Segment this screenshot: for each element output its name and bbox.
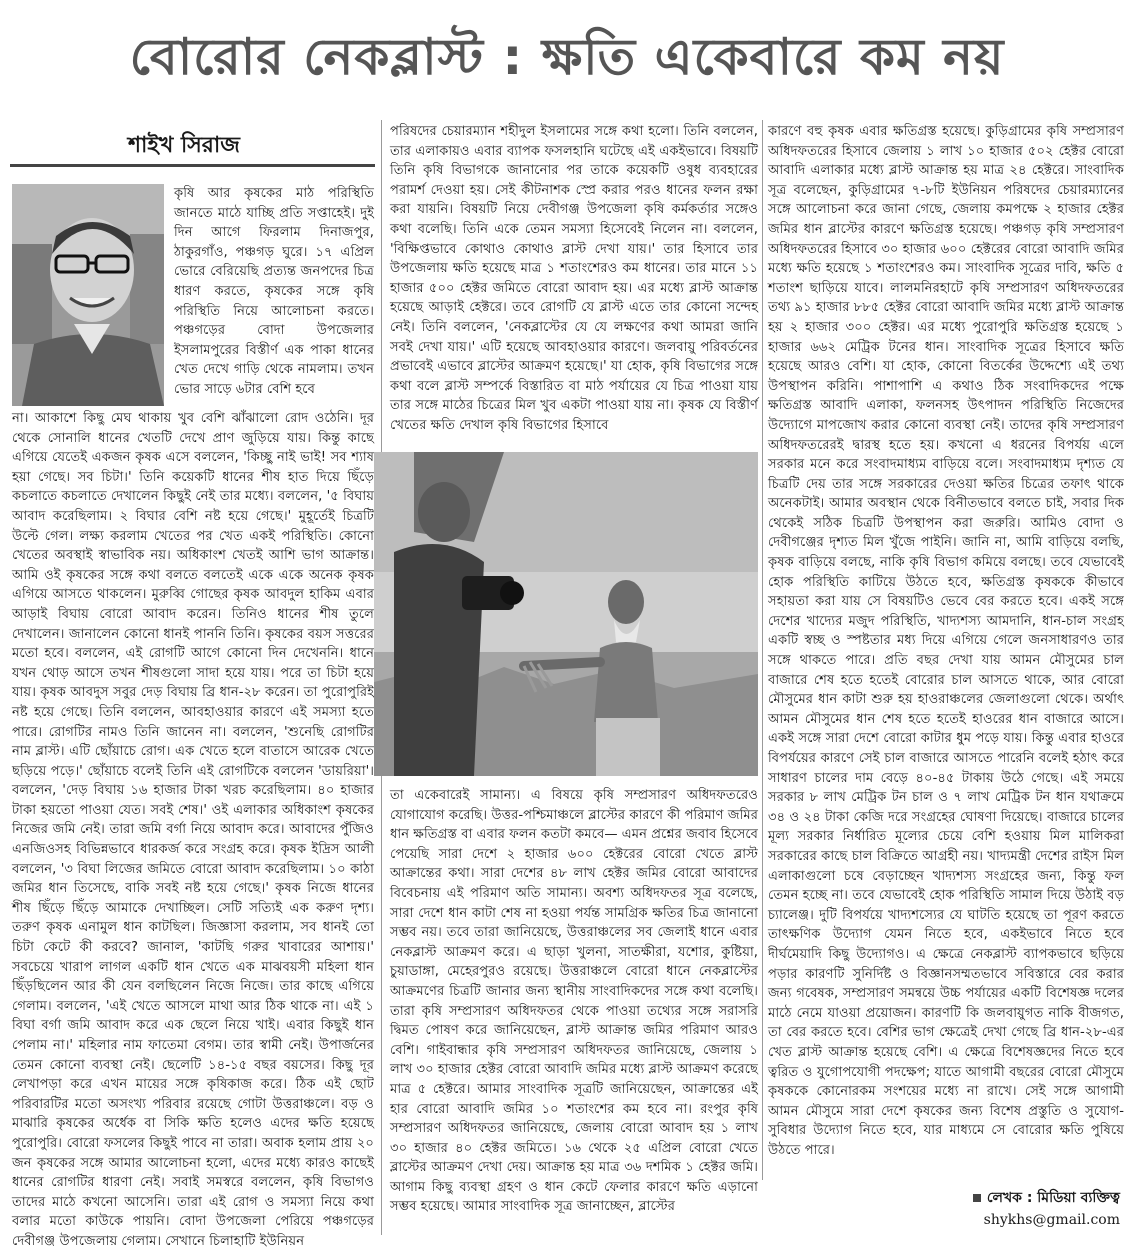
author-note xyxy=(973,1186,1120,1210)
column-divider xyxy=(762,120,763,1180)
article-paragraph: তা একেবারেই সামান্য। এ বিষয়ে কৃষি সম্প্রসারণ অধিদফতরেও যোগাযোগ করেছি। উত্তর-পশ্চিমাঞ্চলে ব্লাস্টের কারণে কী পরিমাণ জমির ধান ক্ষতিগ্রস্ত বা এবার ফলন কতটা কমবে— এমন প্রশ্নের জবাব হিসেবে পেয়েছি সারা দেশে ২ হাজার ৬০০ হেক্টরের বোরো খেতে ব্লাস্ট আক্রান্তের কথা। সারা দেশের ৪৮ লাখ হেক্টর জমির বোরো আবাদের বিবেচনায় এই পরিমাণ অতি সামান্য। অবশ্য অধিদফতর সূত্র বলেছে, সারা দেশে ধান কাটা শেষ না হওয়া পর্যন্ত সামগ্রিক ক্ষতির চিত্র জানানো সম্ভব নয়। তবে তারা জানিয়েছে, উত্তরাঞ্চলের সব জেলাই ধানে এবার নেকব্লাস্ট আক্রমণ করে। এ ছাড়া খুলনা, সাতক্ষীরা, যশোর, কুষ্টিয়া, চুয়াডাঙ্গা, মেহেরপুরও রয়েছে। উত্তরাঞ্চলে বোরো ধানে নেকব্লাস্টের আক্রমণের চিত্রটি জানার জন্য স্থানীয় সাংবাদিকদের সঙ্গে কথা বলেছি। তারা কৃষি সম্প্রসারণ অধিদফতর থেকে পাওয়া তথ্যের সঙ্গে সরাসরি দ্বিমত পোষণ করে জানিয়েছেন, ব্লাস্ট আক্রান্ত জমির পরিমাণ আরও বেশি। গাইবান্ধার কৃষি সম্প্রসারণ অধিদফতর জানিয়েছে, জেলায় ১ লাখ ৩০ হাজার হেক্টর বোরো আবাদি জমির মধ্যে ব্লাস্ট আক্রমণ করেছে মাত্র ৫ হেক্টরে। আমার সাংবাদিক সূত্রটি জানিয়েছেন, আক্রান্তের এই হার বোরো আবাদি জমির ১০ শতাংশের কম হবে না। রংপুর কৃষি সম্প্রসারণ অধিদফতর জানিয়েছে, জেলায় বোরো আবাদ হয় ১ লাখ ৩০ হাজার ৪০ হেক্টর জমিতে। ১৬ থেকে ২৫ এপ্রিল বোরো খেতে ব্লাস্টের আক্রমণ দেখা দেয়। আক্রান্ত হয় মাত্র ৩৬ দশমিক ১ হেক্টর জমি। আগাম কিছু ব্যবস্থা গ্রহণ ও ধান কেটে ফেলার কারণে ক্ষতি এড়ানো সম্ভব হয়েছে। আমার সাংবাদিক সূত্র জানাচ্ছেন, ব্লাস্টের xyxy=(390,788,758,1215)
article-paragraph: কারণে বহু কৃষক এবার ক্ষতিগ্রস্ত হয়েছে। কুড়িগ্রামের কৃষি সম্প্রসারণ অধিদফতরের হিসাবে জেলায় ১ লাখ ১০ হাজার ৫০২ হেক্টর বোরো আবাদি এলাকার মধ্যে ব্লাস্ট আক্রান্ত হয় মাত্র ২৪ হেক্টরে। সাংবাদিক সূত্র বলেছেন, কুড়িগ্রামের ৭-৮টি ইউনিয়ন পরিষদের চেয়ারম্যানের সঙ্গে আলোচনা করে জানা গেছে, জেলায় কমপক্ষে ২ হাজার হেক্টর জমির ধান ব্লাস্টের কারণে ক্ষতিগ্রস্ত হয়েছে। পঞ্চগড় কৃষি সম্প্রসারণ অধিদফতরের হিসাবে ৩০ হাজার ৬০০ হেক্টরের বোরো আবাদি জমির মধ্যে ক্ষতি হয়েছে ১ শতাংশেরও কম। সাংবাদিক সূত্রের দাবি, ক্ষতি ৫ শতাংশ ছাড়িয়ে যাবে। লালমনিরহাটে কৃষি সম্প্রসারণ অধিদফতরের তথ্য ৯১ হাজার ৮৮৫ হেক্টর বোরো আবাদি জমির মধ্যে ব্লাস্ট আক্রান্ত হয় ২ হাজার ৩০০ হেক্টর। এর মধ্যে পুরোপুরি ক্ষতিগ্রস্ত হয়েছে ১ হাজার ৬৬২ মেট্রিক টনের ধান। সাংবাদিক সূত্রের হিসাবে ক্ষতি হয়েছে আরও বেশি। যা হোক, কোনো বিতর্কের উদ্দেশ্যে এই তথ্য উপস্থাপন করিনি। পাশাপাশি এ কথাও ঠিক সংবাদিকদের পক্ষে ক্ষতিগ্রস্ত আবাদি এলাকা, ফলনসহ উৎপাদন পরিস্থিতি নিজেদের উদ্যোগে মাপজোখ করার কোনো ব্যবস্থা নেই। তাদের কৃষি সম্প্রসারণ অধিদফতরেরই দ্বারস্থ হতে হয়। কখনো এ ধরনের বিপর্যয় এলে সরকার মনে করে সংবাদমাধ্যম বাড়িয়ে বলে। সংবাদমাধ্যম দৃশ্যত যে চিত্রটি দেয় তার সঙ্গে সরকারের দেওয়া ক্ষতির চিত্রের তফাৎ থাকে অনেকটাই। আমার অবস্থান থেকে বিনীতভাবে বলতে চাই, সবার দিক থেকেই সঠিক চিত্রটি উপস্থাপন করা জরুরি। আমিও বোদা ও দেবীগঞ্জের দৃশ্যত মিল খুঁজে পাইনি। জানি না, আমি বাড়িয়ে বলছি, কৃষক বাড়িয়ে বলছে, নাকি কৃষি বিভাগ কমিয়ে বলছে। তবে যেভাবেই হোক পরিস্থিতি কাটিয়ে উঠতে হবে, ক্ষতিগ্রস্ত কৃষককে কীভাবে সহায়তা করা যায় সে বিষয়টিও ভেবে বের করতে হবে। একই সঙ্গে দেশের খাদ্যের মজুদ পরিস্থিতি, খাদ্যশস্য আমদানি, ধান-চাল সংগ্রহ একটি স্বচ্ছ ও স্পষ্টতার মধ্য দিয়ে এগিয়ে গেলে জনসাধারণও তার সঙ্গে থাকতে পারে। প্রতি বছর দেখা যায় আমন মৌসুমের চাল বাজারে শেষ হতে হতেই বোরোর চাল আসতে থাকে, আর বোরো মৌসুমের ধান কাটা শুরু হয় হাওরাঞ্চলের জেলাগুলো থেকে। অর্থাৎ আমন মৌসুমের ধান শেষ হতে হতেই হাওরের ধান বাজারে আসে। একই সঙ্গে সারা দেশে বোরো কাটার ধুম পড়ে যায়। কিন্তু এবার হাওরে বিপর্যয়ের কারণে সেই চাল বাজারে আসতে পারেনি বলেই হঠাৎ করে সাধারণ চালের দাম বেড়ে ৪০-৪৫ টাকায় উঠে গেছে। এই সময়ে সরকার ৮ লাখ মেট্রিক টন চাল ও ৭ লাখ মেট্রিক টন ধান যথাক্রমে ৩৪ ও ২৪ টাকা কেজি দরে সংগ্রহের ঘোষণা দিয়েছে। বাজারে চালের মূল্য সরকার নির্ধারিত মূল্যের চেয়ে বেশি হওয়ায় মিল মালিকরা সরকারের কাছে চাল বিক্রিতে আগ্রহী নয়। খাদ্যমন্ত্রী দেশের রাইস মিল এলাকাগুলো চষে বেড়াচ্ছেন খাদ্যশস্য সংগ্রহের জন্য, কিন্তু ফল তেমন হচ্ছে না। তবে যেভাবেই হোক পরিস্থিতি সামাল দিয়ে উঠাই বড় চ্যালেঞ্জ। দুটি বিপর্যয়ে খাদ্যশস্যের যে ঘাটতি হয়েছে তা পূরণ করতে তাৎক্ষণিক উদ্যোগ যেমন নিতে হবে, একইভাবে নিতে হবে দীর্ঘমেয়াদি কিছু উদ্যোগও। এ ক্ষেত্রে নেকব্লাস্ট ব্যাপকভাবে ছড়িয়ে পড়ার কারণটি সুনির্দিষ্ট ও বিজ্ঞানসম্মতভাবে সবিস্তারে বের করার জন্য গবেষক, সম্প্রসারণ সমন্বয়ে উচ্চ পর্যায়ের একটি বিশেষজ্ঞ দলের মাঠে নেমে যাওয়া প্রয়োজন। কারণটি কি জলবায়ুগত নাকি বীজগত, তা বের করতে হবে। বেশির ভাগ ক্ষেত্রেই দেখা গেছে ব্রি ধান-২৮-এর খেত ব্লাস্ট আক্রান্ত হয়েছে বেশি। এ ক্ষেত্রে বিশেষজ্ঞদের নিতে হবে ত্বরিত ও যুগোপযোগী পদক্ষেপ; যাতে আগামী বছরের বোরো মৌসুমে কৃষককে কোনোরকম সংশয়ের মধ্যে না রাখে। সেই সঙ্গে আগামী আমন মৌসুমে সারা দেশে কৃষকের জন্য বিশেষ প্রস্তুতি ও সুযোগ-সুবিধার উদ্যোগ নিতে হবে, যার মাধ্যমে সে বোরোর ক্ষতি পুষিয়ে উঠতে পারে। xyxy=(768,124,1124,1158)
article-column-2-top xyxy=(390,122,758,442)
article-paragraph: না। আকাশে কিছু মেঘ থাকায় খুব বেশি ঝাঁঝালো রোদ ওঠেনি। দূর থেকে সোনালি ধানের খেতটি দেখে প্রাণ জুড়িয়ে যায়। কিন্তু কাছে এগিয়ে যেতেই একজন কৃষক এসে বললেন, 'কিচ্ছু নাই ভাই! সব শ্যাষ হয়া গেছে। সব চিটা।' তিনি কয়েকটি ধানের শীষ হাত দিয়ে ছিঁড়ে কচলাতে কচলাতে দেখালেন কিছুই নেই তার মধ্যে। বললেন, '৫ বিঘায় আবাদ করেছিলাম। ২ বিঘার বেশি নষ্ট হয়ে গেছে।' মুহূর্তেই চিত্রটি উল্টে গেল। লক্ষ্য করলাম খেতের পর খেত একই পরিস্থিতি। কোনো খেতের অবস্থাই স্বাভাবিক নয়। অধিকাংশ খেতই আশি ভাগ আক্রান্ত। আমি ওই কৃষকের সঙ্গে কথা বলতে বলতেই একে একে অনেক কৃষক এগিয়ে আসতে থাকলেন। মুরুব্বি গোছের কৃষক আবদুল হাকিম এবার আড়াই বিঘায় বোরো আবাদ করেন। তিনিও ধানের শীষ তুলে দেখালেন। জানালেন কোনো ধানই পাননি তিনি। কৃষকের বয়স সত্তরের মতো হবে। বললেন, এই রোগটি আগে কোনো দিন দেখেননি। ধানে যখন থোড় আসে তখন শীষগুলো সাদা হয়ে যায়। পরে তা চিটা হয়ে যায়। কৃষক আবদুস সবুর দেড় বিঘায় ব্রি ধান-২৮ করেন। তা পুরোপুরিই নষ্ট হয়ে গেছে। তিনি বললেন, আবহাওয়ার কারণে এই সমস্যা হতে পারে। রোগটির নামও তিনি জানেন না। বললেন, 'শুনেছি রোগটির নাম ব্লাস্ট। এটি ছোঁয়াচে রোগ। এক খেতে হলে বাতাসে আরেক খেতে ছড়িয়ে পড়ে।' ছোঁয়াচে বলেই তিনি এই রোগটিকে বললেন 'ডায়রিয়া'। বললেন, 'দেড় বিঘায় ১৬ হাজার টাকা খরচ করেছিলাম। ৪০ হাজার টাকা হয়তো পাওয়া যেত। সবই শেষ।' ওই এলাকার অধিকাংশ কৃষকের নিজের জমি নেই। তারা জমি বর্গা নিয়ে আবাদ করে। আবাদের পুঁজিও এনজিওসহ বিভিন্নভাবে ধারকর্জ করে সংগ্রহ করে। কৃষক ইদ্রিস আলী বললেন, '৩ বিঘা লিজের জমিতে বোরো আবাদ করেছিলাম। ১০ কাঠা জমির ধান তিসেছে, বাকি সবই নষ্ট হয়ে গেছে।' কৃষক নিজে ধানের শীষ ছিঁড়ে ছিঁড়ে আমাকে দেখাচ্ছিল। সেটি সত্যিই এক করুণ দৃশ্য। তরুণ কৃষক এনামুল ধান কাটছিল। জিজ্ঞাসা করলাম, সব ধানই তো চিটা কেটে কী করবে? জানাল, 'কাটছি গরুর খাবারের আশায়।' সবচেয়ে খারাপ লাগল একটি ধান খেতে এক মাঝবয়সী মহিলা ধান ছিঁড়ছিলেন আর কী যেন বলছিলেন নিজে নিজে। তার কাছে এগিয়ে গেলাম। বললেন, 'এই খেতে আসলে মাথা আর ঠিক থাকে না। এই ১ বিঘা বর্গা জমি আবাদ করে এক ছেলে নিয়ে খাই। এবার কিছুই ধান পেলাম না।' মহিলার নাম ফাতেমা বেগম। তার স্বামী নেই। উপার্জনের তেমন কোনো ব্যবস্থা নেই। ছেলেটি ১৪-১৫ বছর বয়সের। কিছু দূর লেখাপড়া করে এখন মায়ের সঙ্গে কৃষিকাজ করে। ঠিক এই ছোট পরিবারটির মতো অসংখ্য পরিবার রয়েছে গোটা উত্তরাঞ্চলে। বড় ও মাঝারি কৃষকের অর্ধেক বা সিকি ক্ষতি হলেও এদের ক্ষতি হয়েছে পুরোপুরি। বোরো ফসলের কিছুই পাবে না তারা। অবাক হলাম প্রায় ২০ জন কৃষকের সঙ্গে আমার আলোচনা হলো, এদের মধ্যে কারও কাছেই ধানের রোগটির ধারণা নেই। সবাই সমস্বরে বললেন, কৃষি বিভাগও তাদের মাঠে কখনো আসেনি। তারা এই রোগ ও সমস্যা নিয়ে কথা বলার মতো কাউকে পায়নি। বোদা উপজেলা পেরিয়ে পঞ্চগড়ের দেবীগঞ্জ উপজেলায় গেলাম। সেখানে চিলাহাটি ইউনিয়ন xyxy=(12,411,374,1249)
article-paragraph: পরিষদের চেয়ারম্যান শহীদুল ইসলামের সঙ্গে কথা হলো। তিনি বললেন, তার এলাকায়ও এবার ব্যাপক ফসলহানি ঘটেছে এই একইভাবে। বিষয়টি তিনি কৃষি বিভাগকে জানানোর পর তাকে কয়েকটি ওষুধ ব্যবহারের পরামর্শ দেওয়া হয়। সেই কীটনাশক স্প্রে করার পরও ধানের ফলন রক্ষা করা যায়নি। বিষয়টি নিয়ে দেবীগঞ্জ উপজেলা কৃষি কর্মকর্তার সঙ্গেও কথা বলেছি। তিনি একে তেমন সমস্যা হিসেবেই নিলেন না। বললেন, 'বিক্ষিপ্তভাবে কোথাও কোথাও ব্লাস্ট দেখা যায়।' তার হিসাবে তার উপজেলায় ক্ষতি হয়েছে মাত্র ১ শতাংশেরও কম ধানের। তার মানে ১১ হাজার ৫০০ হেক্টর জমিতে বোরো আবাদ হয়। এর মধ্যে ব্লাস্ট আক্রান্ত হয়েছে আড়াই হেক্টরে। তবে রোগটি যে ব্লাস্ট এতে তার কোনো সন্দেহ নেই। তিনি বললেন, 'নেকব্লাস্টের যে যে লক্ষণের কথা আমরা জানি সবই দেখা যায়।' এটি হয়েছে আবহাওয়ার কারণে। জলবায়ু পরিবর্তনের প্রভাবেই এভাবে ব্লাস্টের আক্রমণ হয়েছে।' যা হোক, কৃষি বিভাগের সঙ্গে কথা বলে ব্লাস্ট সম্পর্কে বিস্তারিত বা মাঠ পর্যায়ের যে চিত্র পাওয়া যায় তার সঙ্গে মাঠের চিত্রের মিল খুব একটা পাওয়া যায় না। কৃষক যে বিস্তীর্ণ খেতের ক্ষতি দেখাল কৃষি বিভাগের হিসাবে xyxy=(390,124,758,433)
author-photo xyxy=(12,184,164,406)
headline: বোরোর নেকব্লাস্ট : ক্ষতি একেবারে কম নয় xyxy=(129,28,1005,86)
bullet-square-icon xyxy=(973,1194,981,1202)
byline-rule xyxy=(10,164,375,167)
author-email[interactable]: shykhs@gmail.com xyxy=(983,1212,1120,1228)
article-column-1-intro xyxy=(174,184,374,400)
article-column-3 xyxy=(768,122,1124,1176)
main-photo xyxy=(374,452,758,776)
article-column-2-bottom xyxy=(390,786,758,1236)
author-note-text: লেখক : মিডিয়া ব্যক্তিত্ব xyxy=(986,1190,1120,1206)
article-paragraph: কৃষি আর কৃষকের মাঠ পরিস্থিতি জানতে মাঠে যাচ্ছি প্রতি সপ্তাহেই। দুই দিন আগে ফিরলাম দিনাজপুর, ঠাকুরগাঁও, পঞ্চগড় ঘুরে। ১৭ এপ্রিল ভোরে বেরিয়েছি প্রত্যন্ত জনপদের চিত্র ধারণ করতে, কৃষকের সঙ্গে কৃষি পরিস্থিতি নিয়ে আলোচনা করতে। পঞ্চগড়ের বোদা উপজেলার ইসলামপুরের বিস্তীর্ণ এক পাকা ধানের খেত দেখে গাড়ি থেকে নামলাম। তখন ভোর সাড়ে ৬টার বেশি হবে xyxy=(174,186,374,397)
article-column-1 xyxy=(12,409,374,1249)
byline: শাইখ সিরাজ xyxy=(128,133,240,158)
